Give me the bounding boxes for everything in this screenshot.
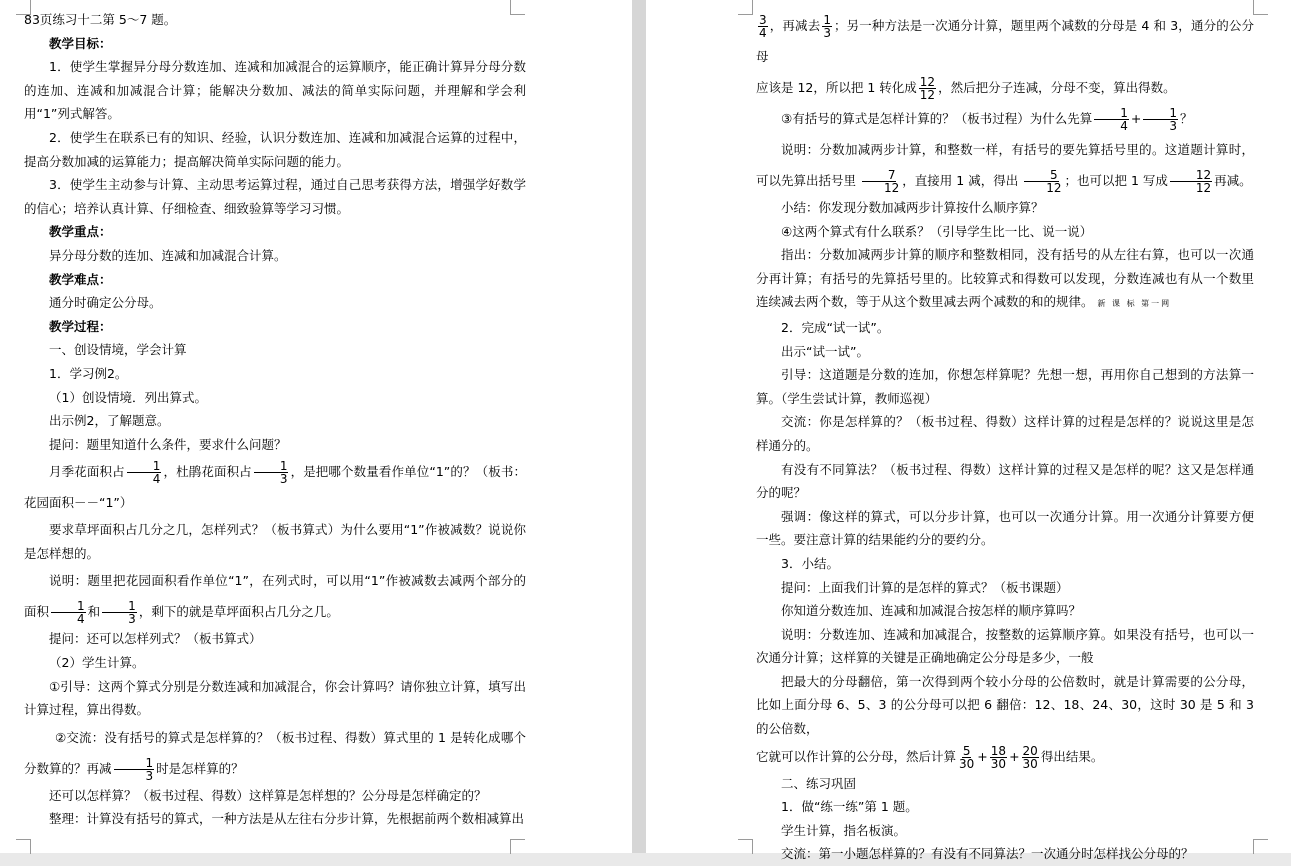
lesson-ref: 83页练习十二第 5～7 题。 — [24, 12, 177, 27]
para-flower-area: 月季花面积占 $\frac{1}{4}$ ，杜鹃花面积占 $\frac{1}{3}$ ，是把哪个数量看作单位“1”的？（板书：花园面积－－“1”） — [24, 459, 526, 511]
difficulty: 通分时确定公分母。 — [49, 295, 162, 311]
fraction-one-quarter — [127, 460, 162, 485]
watermark-text: 新 课 标 第一网 — [1097, 299, 1172, 309]
para-exchange: ②交流：没有括号的算式是怎样算的？（板书过程、得数）算式里的 1 是转化成哪个分数算的？再减 $\frac{1}{3}$ 时是怎样算的？ — [24, 729, 526, 783]
fraction-five-twelfths — [1020, 169, 1062, 194]
key-point: 异分母分数的连加、连减和加减混合计算。 — [49, 247, 287, 263]
fraction-denominator: 12 — [1195, 181, 1212, 195]
corner-mark-br — [510, 839, 525, 854]
question-other-formula: 提问：还可以怎样列式？（板书算式） — [49, 631, 262, 647]
fraction-denominator: 4 — [152, 472, 161, 487]
para-guide-add: 引导：这道题是分数的连加，你想怎样算呢？先想一想，再用你自己想到的方法算一算。（学生尝试计算，教师巡视） — [756, 367, 1254, 406]
fraction-numerator: 5 — [1024, 169, 1059, 182]
corner-mark-bl — [16, 839, 31, 854]
section-1: 一、创设情境，学会计算 — [49, 342, 187, 358]
step-student-calc: （2）学生计算。 — [49, 655, 145, 671]
goal-3: 3．使学生主动参与计算、主动思考运算过程，通过自己思考获得方法，增强学好数学的信心；培养认真计算、仔细检查、细致验算等学习习惯。 — [24, 177, 526, 216]
para-other-way: 还可以怎样算？（板书过程、得数）这样算是怎样想的？公分母是怎样确定的？ — [49, 787, 487, 803]
fraction-numerator: 1 — [1143, 107, 1178, 120]
para-student-board: 学生计算，指名板演。 — [781, 822, 907, 838]
fraction-numerator: 1 — [51, 600, 86, 613]
step-scenario: （1）创设情境．列出算式。 — [49, 389, 207, 405]
fraction-numerator: 1 — [102, 600, 137, 613]
fraction-denominator: 4 — [1120, 119, 1128, 133]
goal-1: 1．使学生掌握异分母分数连加、连减和加减混合的运算顺序，能正确计算异分母分数的连加、连减和加减混合计算；能解决分数加、减法的简单实际问题，并理解和学会利用“1”列式解答。 — [24, 59, 526, 122]
right-page-text — [756, 10, 1254, 866]
fraction-numerator: 5 — [962, 743, 971, 758]
step-summary: 3．小结。 — [781, 555, 839, 571]
para-exchange-2: 交流：你是怎样算的？（板书过程、得数）这样计算的过程是怎样的？说说这里是怎样通分的。 — [756, 414, 1254, 453]
left-page-text — [24, 8, 526, 831]
para-question-topic: 提问：上面我们计算的是怎样的算式？（板书课题） — [781, 579, 1069, 595]
fraction-numerator: 1 — [823, 13, 831, 27]
para-guide: ①引导：这两个算式分别是分数连减和加减混合，你会计算吗？请你独立计算，填写出计算过程，算出得数。 — [24, 678, 526, 718]
fraction-one-quarter — [1094, 107, 1129, 132]
para-point-out: 指出：分数加减两步计算的顺序和整数相同，没有括号的从左往右算，也可以一次通分再计算；有括号的先算括号里的。比较算式和得数可以发现，分数连减也有从一个数里连续减去两个数，等于从这个数里减去两个减数的和的规律。 新 课 标 第一网 — [756, 247, 1254, 310]
fraction-denominator: 12 — [919, 88, 936, 102]
para-list-formula: 要求草坪面积占几分之几，怎样列式？（板书算式）为什么要用“1”作被减数？说说你是怎样想的。 — [24, 522, 526, 561]
para-explain-unit: 说明：题里把花园面积看作单位“1”，在列式时，可以用“1”作被减数去减两个部分的面积 $\frac{1}{4}$ 和 $\frac{1}{3}$ ，剩下的就是草坪面积占几分之几。 — [24, 573, 526, 627]
fraction-numerator: 7 — [862, 169, 897, 182]
fraction-denominator: 3 — [145, 768, 154, 783]
fraction-one-third — [102, 600, 137, 625]
fraction-five-thirtieths — [958, 745, 975, 770]
para-different-way: 有没有不同算法？（板书过程、得数）这样计算的过程又是怎样的呢？这又是怎样通分的呢？ — [756, 461, 1254, 501]
fraction-one-third — [254, 460, 289, 485]
heading-key-point: 教学重点： — [49, 224, 112, 240]
fraction-three-quarters — [758, 14, 768, 39]
fraction-denominator: 3 — [279, 472, 288, 487]
para-emphasize: 强调：像这样的算式，可以分步计算，也可以一次通分计算。用一次通分计算要方便一些。要注意计算的结果能约分的要约分。 — [756, 508, 1254, 548]
para-order-question: 你知道分数连加、连减和加减混合按怎样的顺序算吗？ — [781, 603, 1082, 619]
fraction-denominator: 30 — [959, 756, 975, 771]
heading-process: 教学过程： — [49, 318, 112, 334]
fraction-denominator: 30 — [990, 756, 1007, 771]
para-bracket-explain: 说明：分数加减两步计算，和整数一样，有括号的要先算括号里的。这道题计算时，可以先算出括号里 $\frac{7}{12}$ ，直接用 1 减，得出 $\frac{5}{12}$ ；也可以把 1 写成 $\frac{12}{12}$ 再减。 — [756, 142, 1254, 195]
fraction-numerator: 1 — [254, 460, 289, 473]
fraction-twelve-twelfths — [919, 76, 936, 101]
step-example-2: 1．学习例2。 — [49, 365, 128, 381]
fraction-denominator: 3 — [823, 26, 831, 40]
right-page — [646, 0, 1291, 862]
corner-mark-bl — [738, 839, 753, 854]
fraction-one-third — [114, 757, 155, 782]
para-double-denominator: 把最大的分母翻倍，第一次得到两个较小分母的公倍数时，就是计算需要的公分母，比如上面分母 6、5、3 的公分母可以把 6 翻倍：12、18、24、30，这时 30 是 5 和 3 的公倍数， — [756, 673, 1254, 737]
left-page — [0, 0, 632, 853]
para-exchange-3: 交流：第一小题怎样算的？有没有不同算法？一次通分时怎样找公分母的？ — [781, 846, 1194, 862]
step-try: 2．完成“试一试”。 — [781, 319, 890, 335]
fraction-one-third — [822, 14, 832, 39]
para-mini-summary: 小结：你发现分数加减两步计算按什么顺序算？ — [781, 200, 1044, 215]
fraction-seven-twelfths — [858, 169, 900, 194]
fraction-numerator: 20 — [1022, 743, 1038, 758]
corner-mark-tl — [738, 0, 753, 15]
fraction-denominator: 3 — [1169, 119, 1177, 133]
fraction-denominator: 3 — [128, 612, 136, 627]
fraction-eighteen-thirtieths — [990, 745, 1007, 770]
corner-mark-tr — [1253, 0, 1268, 15]
para-bracket-question: ③有括号的算式是怎样计算的？（板书过程）为什么先算 $\frac{1}{4}$ + $\frac{1}{3}$ ？ — [781, 106, 1193, 133]
fraction-denominator: 4 — [759, 26, 767, 40]
fraction-one-quarter — [51, 600, 86, 625]
fraction-twenty-thirtieths — [1022, 745, 1039, 770]
heading-difficulty: 教学难点： — [49, 271, 112, 287]
page-gap — [632, 0, 646, 853]
section-2: 二、练习巩固 — [781, 775, 857, 791]
fraction-numerator: 12 — [919, 75, 936, 89]
fraction-one-third — [1143, 107, 1178, 132]
fraction-denominator: 12 — [1046, 181, 1062, 195]
para-relation: ④这两个算式有什么联系？（引导学生比一比、说一说） — [781, 223, 1093, 239]
fraction-denominator: 4 — [77, 612, 85, 627]
fraction-numerator: 18 — [990, 743, 1007, 758]
fraction-numerator: 3 — [759, 13, 767, 27]
goal-2: 2．使学生在联系已有的知识、经验，认识分数连加、连减和加减混合运算的过程中，提高分数加减的运算能力；提高解决简单实际问题的能力。 — [24, 129, 526, 169]
para-summary-start: 整理：计算没有括号的算式，一种方法是从左往右分步计算，先根据前两个数相减算出 — [49, 811, 525, 827]
question-conditions: 提问：题里知道什么条件，要求什么问题？ — [49, 436, 287, 452]
fraction-numerator: 1 — [1094, 107, 1129, 120]
fraction-numerator: 1 — [127, 460, 162, 473]
para-compute: 它就可以作计算的公分母，然后计算 $\frac{5}{30}$ + $\frac{18}{30}$ + $\frac{20}{30}$ 得出结果。 — [756, 743, 1104, 771]
fraction-numerator: 1 — [114, 757, 155, 770]
para-convert-one: 应该是 12，所以把 1 转化成 $\frac{12}{12}$ ，然后把分子连减，分母不变，算出得数。 — [756, 75, 1176, 102]
para-explain-order: 说明：分数连加、连减和加减混合，按整数的运算顺序算。如果没有括号，也可以一次通分计算；这样算的关键是正确地确定公分母是多少，一般 — [756, 626, 1254, 666]
fraction-numerator: 12 — [1170, 169, 1212, 182]
show-example: 出示例2，了解题意。 — [49, 413, 170, 429]
fraction-denominator: 30 — [1022, 756, 1038, 771]
heading-goals: 教学目标： — [49, 35, 112, 51]
step-practice: 1．做“练一练”第 1 题。 — [781, 799, 918, 815]
para-continue: $\frac{3}{4}$ ，再减去 $\frac{1}{3}$ ；另一种方法是一次通分计算，题里两个减数的分母是 4 和 3，通分的公分母 — [756, 13, 1254, 64]
fraction-twelve-twelfths — [1170, 169, 1212, 194]
fraction-denominator: 12 — [884, 181, 900, 195]
corner-mark-br — [1253, 839, 1268, 854]
show-try: 出示“试一试”。 — [781, 343, 869, 359]
